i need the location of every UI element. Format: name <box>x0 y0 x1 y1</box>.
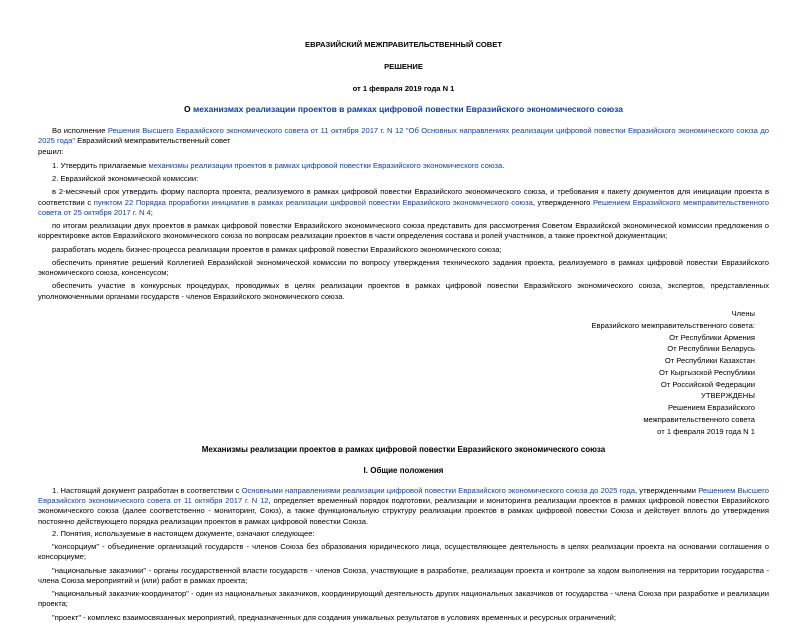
intro-text-end: Евразийский межправительственный совет <box>75 136 231 146</box>
supreme-council-decision-link-2[interactable]: Решением Высшего Евразийского экономического совета от 11 октября 2017 г. N 12 <box>38 485 769 506</box>
mechanisms-link[interactable]: механизмы реализации проектов в рамках цифровой повестки Евразийского экономического союза <box>148 160 503 170</box>
signature-council: Евразийского межправительственного совета: <box>591 320 755 330</box>
point-2e: обеспечить участие в конкурсных процедурах, проводимых в целях реализации проектов в рамках цифровой повестки Евразийского экономического союза, экспертов, представленных уполномоченными органами государств - членов Евразийского экономического союза. <box>38 281 769 301</box>
signature-belarus: От Республики Беларусь <box>667 344 755 354</box>
document-body <box>38 126 769 302</box>
annex-point-1-mid: , утвержденными <box>634 485 699 495</box>
signature-armenia: От Республики Армения <box>669 332 755 342</box>
document-title <box>38 104 769 115</box>
point-1-end: . <box>502 160 505 170</box>
procedure-point-22-link[interactable]: пунктом 22 Порядка проработки инициатив в рамках реализации цифровой повестки Евразийского экономического союза <box>93 197 533 207</box>
point-2: 2. Евразийской экономической комиссии: <box>52 174 199 184</box>
decided-label: решил: <box>38 146 64 156</box>
annex-point-1-text: 1. Настоящий документ разработан в соответствии с <box>52 485 242 495</box>
intro-paragraph <box>38 126 769 147</box>
signatures-block <box>38 308 769 437</box>
point-2a-mid: , утвержденного <box>532 197 594 207</box>
document-date: от 1 февраля 2019 года N 1 <box>352 83 455 93</box>
annex-body <box>38 486 769 623</box>
intergovernmental-decision-link[interactable]: Решением Евразийского межправительственного совета от 25 октября 2017 г. N 4 <box>38 197 769 217</box>
annex-point-1-end: , определяет временный порядок подготовки, реализации и мониторинга реализации проектов в рамках цифровой повестки Евразийского экономического союза (далее соответственно - мониторинг, Союз), а также функциональную структуру реализации проектов в рамках цифровой повестки Союза и действует вплоть до утверждения постоянно действующего порядка реализации проектов в рамках цифровой повестки Союза. <box>38 496 769 526</box>
approval-stamp: УТВЕРЖДЕНЫ <box>701 391 755 401</box>
supreme-council-decision-link[interactable]: Решения Высшего Евразийского экономического совета от 11 октября 2017 г. N 12 "Об Основных направлениях реализации цифровой повестки Евразийского экономического союза до 2025 года" <box>38 126 769 146</box>
point-2a <box>38 187 769 218</box>
annex-point-1 <box>38 486 769 527</box>
signature-kyrgyz: От Кыргызской Республики <box>659 367 755 377</box>
point-2a-text: в 2-месячный срок утвердить форму паспорта проекта, реализуемого в рамках цифровой повестки Евразийского экономического союза, и требования к пакету документов для инициации проекта в соответствии с <box>38 187 769 207</box>
point-1-text: 1. Утвердить прилагаемые <box>52 160 149 170</box>
title-prefix: О <box>183 103 193 114</box>
definition-consortium: "консорциум" - объединение организаций государств - членов Союза без образования юридического лица, осуществляющее деятельность в целях реализации проекта на основании соглашения о консорциуме; <box>38 542 769 562</box>
section-title: I. Общие положения <box>363 466 444 476</box>
approval-line-3: от 1 февраля 2019 года N 1 <box>657 426 755 436</box>
digital-agenda-directions-link[interactable]: Основными направлениями реализации цифровой повестки Евразийского экономического союза до 2025 года <box>241 485 635 495</box>
signature-members: Члены <box>731 308 755 318</box>
council-name: ЕВРАЗИЙСКИЙ МЕЖПРАВИТЕЛЬСТВЕННЫЙ СОВЕТ <box>305 40 502 49</box>
approval-line-2: межправительственного совета <box>643 414 755 424</box>
document-type: РЕШЕНИЕ <box>384 62 423 72</box>
definition-project: "проект" - комплекс взаимосвязанных мероприятий, предназначенных для создания уникальных результатов в условиях временных и ресурсных ограничений; <box>52 612 616 622</box>
intro-text: Во исполнение <box>52 126 108 136</box>
approval-line-1: Решением Евразийского <box>668 403 755 413</box>
definition-coordinator: "национальный заказчик-координатор" - один из национальных заказчиков, координирующий деятельность других национальных заказчиков от государства - члена Союза при разработке и реализации проекта; <box>38 589 769 609</box>
annex-point-2: 2. Понятия, используемые в настоящем документе, означают следующее: <box>52 528 315 538</box>
point-2d: обеспечить принятие решений Коллегией Евразийской экономической комиссии по вопросу утверждения технического задания проекта, реализуемого в рамках цифровой повестки Евразийского экономического союза, консенсусом; <box>38 257 769 278</box>
point-2a-end: ; <box>150 207 153 217</box>
title-link[interactable]: механизмах реализации проектов в рамках цифровой повестки Евразийского экономического союза <box>192 103 623 114</box>
signature-russia: От Российской Федерации <box>660 379 755 389</box>
annex-title: Механизмы реализации проектов в рамках цифровой повестки Евразийского экономического союза <box>201 445 606 455</box>
point-1 <box>38 161 769 171</box>
point-2b: по итогам реализации двух проектов в рамках цифровой повестки Евразийского экономического союза представить для рассмотрения Советом Евразийской экономической комиссии предложения о корректировке актов Евразийского экономического союза по вопросам реализации проектов в части определения состава и ролей участников, а также проектной документации; <box>38 221 769 241</box>
signature-kazakhstan: От Республики Казахстан <box>664 356 755 366</box>
definition-national-customers: "национальные заказчики" - органы государственной власти государств - членов Союза, участвующие в разработке, реализации проекта и контроле за ходом выполнения на территории государства - члена Союза мероприятий и (или) работ в рамках проекта; <box>38 565 769 585</box>
point-2c: разработать модель бизнес-процесса реализации проектов в рамках цифровой повестки Евразийского экономического союза; <box>52 244 502 254</box>
